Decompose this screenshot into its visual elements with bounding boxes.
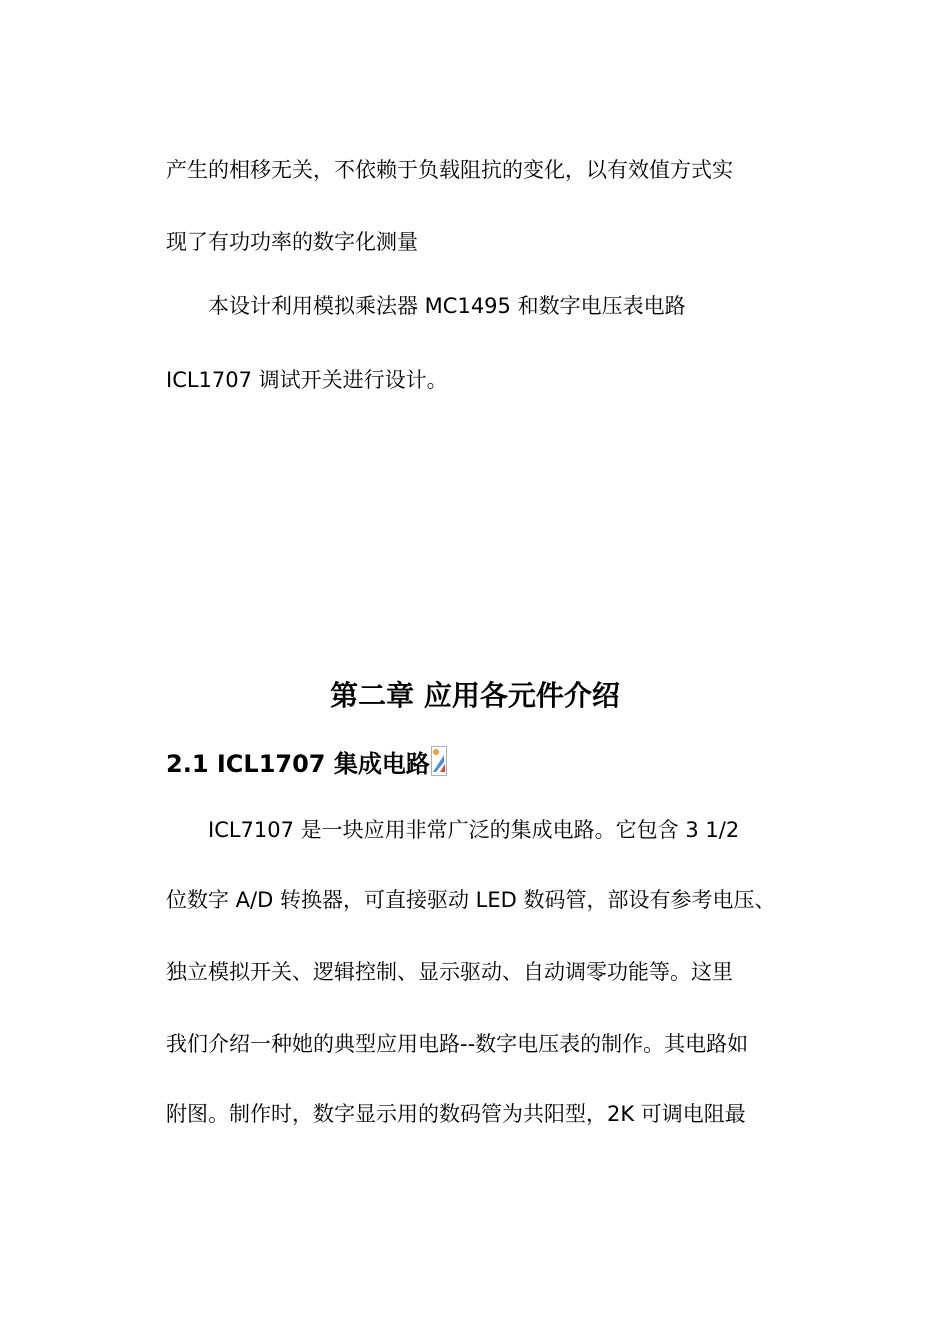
paragraph-line: 产生的相移无关，不依赖于负载阻抗的变化，以有效值方式实 xyxy=(166,158,733,182)
paragraph-line: ICL7107 是一块应用非常广泛的集成电路。它包含 3 1/2 xyxy=(208,818,740,842)
paragraph-line: 附图。制作时，数字显示用的数码管为共阳型，2K 可调电阻最 xyxy=(166,1102,746,1126)
paragraph-line: ICL1707 调试开关进行设计。 xyxy=(166,368,448,392)
section-heading-text: 2.1 ICL1707 集成电路 xyxy=(166,750,430,778)
section-heading xyxy=(166,746,447,784)
paragraph-line: 本设计利用模拟乘法器 MC1495 和数字电压表电路 xyxy=(208,294,686,318)
broken-image-icon xyxy=(431,746,447,784)
paragraph-line: 现了有功功率的数字化测量 xyxy=(166,230,418,254)
paragraph-line: 位数字 A/D 转换器，可直接驱动 LED 数码管，部设有参考电压、 xyxy=(166,888,776,912)
paragraph-line: 我们介绍一种她的典型应用电路--数字电压表的制作。其电路如 xyxy=(166,1032,749,1056)
chapter-title: 第二章 应用各元件介绍 xyxy=(330,679,620,712)
paragraph-line: 独立模拟开关、逻辑控制、显示驱动、自动调零功能等。这里 xyxy=(166,960,733,984)
